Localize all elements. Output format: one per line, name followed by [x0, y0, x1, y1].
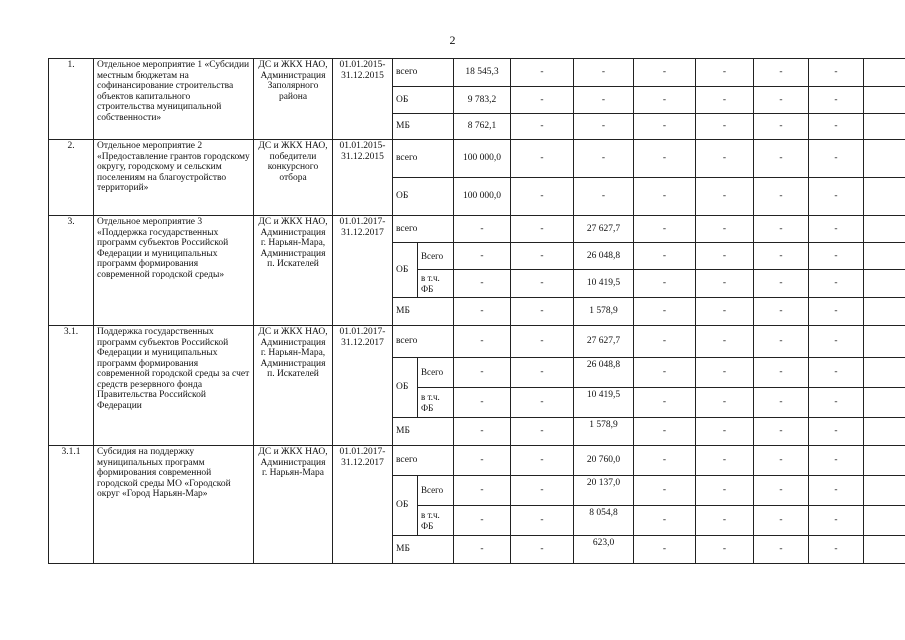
funding-value: -: [809, 358, 864, 388]
funding-value: -: [696, 358, 754, 388]
funding-value: -: [754, 59, 809, 87]
funding-value: -: [809, 140, 864, 178]
funding-value: -: [754, 114, 809, 140]
funding-value: -: [696, 506, 754, 536]
funding-value: -: [809, 298, 864, 326]
funding-value: -: [809, 506, 864, 536]
funding-value-empty: [864, 358, 905, 388]
funding-value: -: [574, 87, 634, 114]
row-number: 3.: [49, 216, 94, 326]
funding-value: -: [454, 418, 511, 446]
funding-value: -: [634, 506, 696, 536]
funding-value: -: [754, 388, 809, 418]
table-row: [49, 140, 905, 178]
row-number: 3.1.: [49, 326, 94, 446]
funding-value: -: [511, 270, 574, 298]
period: 01.01.2015-31.12.2015: [333, 59, 393, 140]
row-number: 1.: [49, 59, 94, 140]
funding-value: -: [454, 216, 511, 243]
funding-value-empty: [864, 59, 905, 87]
funding-value: -: [754, 178, 809, 216]
funding-value: -: [754, 476, 809, 506]
funding-value: 27 627,7: [574, 216, 634, 243]
executor: ДС и ЖКХ НАО, победители конкурсного отбора: [254, 140, 333, 216]
funding-value: -: [809, 388, 864, 418]
funding-value: -: [696, 326, 754, 358]
funding-source: МБ: [393, 114, 454, 140]
funding-value: 100 000,0: [454, 140, 511, 178]
funding-value: -: [511, 418, 574, 446]
funding-source: МБ: [393, 298, 454, 326]
funding-value: -: [511, 446, 574, 476]
funding-value: 10 419,5: [574, 388, 634, 418]
funding-subsource: Всего: [418, 476, 454, 506]
funding-source: ОБ: [393, 87, 454, 114]
funding-value-empty: [864, 388, 905, 418]
funding-value: -: [454, 536, 511, 564]
funding-value: -: [809, 270, 864, 298]
funding-value: -: [634, 476, 696, 506]
funding-value: -: [809, 446, 864, 476]
funding-source-group: ОБ: [393, 358, 418, 418]
funding-value: -: [511, 358, 574, 388]
funding-value: -: [634, 358, 696, 388]
funding-value: -: [754, 298, 809, 326]
funding-value: 26 048,8: [574, 243, 634, 270]
funding-value: -: [634, 388, 696, 418]
program-activities-table: [48, 58, 905, 564]
funding-value: -: [754, 358, 809, 388]
funding-value: -: [754, 446, 809, 476]
funding-value: -: [511, 388, 574, 418]
funding-value: -: [696, 216, 754, 243]
funding-value: 27 627,7: [574, 326, 634, 358]
funding-value: -: [634, 446, 696, 476]
funding-value: -: [754, 506, 809, 536]
funding-value-empty: [864, 418, 905, 446]
funding-value: -: [696, 243, 754, 270]
funding-value: -: [454, 298, 511, 326]
period: 01.01.2017-31.12.2017: [333, 216, 393, 326]
funding-value: -: [754, 536, 809, 564]
funding-subsource: в т.ч. ФБ: [418, 506, 454, 536]
funding-value: -: [809, 216, 864, 243]
funding-value-empty: [864, 216, 905, 243]
funding-value: -: [696, 388, 754, 418]
funding-value: -: [696, 446, 754, 476]
funding-value: 1 578,9: [574, 298, 634, 326]
page-number: 2: [449, 33, 456, 47]
funding-source: МБ: [393, 536, 454, 564]
funding-value: -: [511, 326, 574, 358]
funding-value: -: [754, 326, 809, 358]
activity-title: Субсидия на поддержку муниципальных программ формирования современной городской среды МО «Городской округ «Город Нарьян-Мар»: [94, 446, 254, 564]
funding-value: -: [574, 59, 634, 87]
funding-value: -: [511, 298, 574, 326]
funding-value: -: [809, 536, 864, 564]
funding-value: -: [574, 140, 634, 178]
funding-source-group: ОБ: [393, 476, 418, 536]
funding-value-empty: [864, 140, 905, 178]
funding-value: -: [696, 476, 754, 506]
funding-value: -: [511, 476, 574, 506]
funding-value: -: [634, 114, 696, 140]
funding-value: -: [634, 140, 696, 178]
funding-value-empty: [864, 326, 905, 358]
funding-source: всего: [393, 326, 454, 358]
funding-value: -: [634, 270, 696, 298]
funding-value: -: [809, 59, 864, 87]
funding-value: -: [696, 140, 754, 178]
funding-value: -: [574, 178, 634, 216]
funding-value: -: [454, 243, 511, 270]
funding-value: 623,0: [574, 536, 634, 564]
funding-value: -: [809, 243, 864, 270]
funding-value: -: [696, 114, 754, 140]
executor: ДС и ЖКХ НАО, Администрация г. Нарьян-Мара, Администрация п. Искателей: [254, 216, 333, 326]
executor: ДС и ЖКХ НАО, Администрация Заполярного района: [254, 59, 333, 140]
funding-value: -: [696, 59, 754, 87]
activity-title: Поддержка государственных программ субъектов Российской Федерации и муниципальных программ формирования современной городской среды за счет средств резервного фонда Правительства Российской Федерации: [94, 326, 254, 446]
funding-source-group: ОБ: [393, 243, 418, 298]
funding-value: 100 000,0: [454, 178, 511, 216]
funding-value: -: [634, 243, 696, 270]
funding-value: -: [696, 87, 754, 114]
funding-value: -: [634, 298, 696, 326]
funding-source: всего: [393, 140, 454, 178]
table-row: [49, 446, 905, 476]
funding-value: -: [634, 216, 696, 243]
funding-value: -: [809, 114, 864, 140]
period: 01.01.2015-31.12.2015: [333, 140, 393, 216]
funding-value: -: [696, 178, 754, 216]
funding-value: -: [696, 536, 754, 564]
activity-title: Отдельное мероприятие 3 «Поддержка государственных программ субъектов Российской Федерации и муниципальных программ формирования современной городской среды»: [94, 216, 254, 326]
funding-value: -: [754, 140, 809, 178]
funding-subsource: Всего: [418, 243, 454, 270]
funding-value: -: [754, 243, 809, 270]
funding-value: -: [454, 446, 511, 476]
funding-value: -: [511, 87, 574, 114]
funding-value: 26 048,8: [574, 358, 634, 388]
executor: ДС и ЖКХ НАО, Администрация г. Нарьян-Мара, Администрация п. Искателей: [254, 326, 333, 446]
funding-value: -: [696, 298, 754, 326]
funding-value: -: [454, 358, 511, 388]
funding-value: -: [634, 178, 696, 216]
funding-source: всего: [393, 59, 454, 87]
funding-value: -: [754, 418, 809, 446]
funding-subsource: в т.ч. ФБ: [418, 388, 454, 418]
funding-value-empty: [864, 243, 905, 270]
funding-value-empty: [864, 270, 905, 298]
funding-value-empty: [864, 114, 905, 140]
funding-value-empty: [864, 178, 905, 216]
funding-value: -: [809, 87, 864, 114]
table-row: [49, 216, 905, 243]
funding-value: -: [511, 140, 574, 178]
funding-source: всего: [393, 216, 454, 243]
period: 01.01.2017-31.12.2017: [333, 446, 393, 564]
funding-value: -: [634, 326, 696, 358]
funding-value-empty: [864, 446, 905, 476]
funding-value: -: [454, 388, 511, 418]
funding-subsource: в т.ч. ФБ: [418, 270, 454, 298]
funding-value: -: [511, 216, 574, 243]
funding-subsource: Всего: [418, 358, 454, 388]
funding-value: -: [809, 418, 864, 446]
funding-value-empty: [864, 536, 905, 564]
funding-value: -: [754, 216, 809, 243]
funding-value: -: [809, 476, 864, 506]
funding-value: 1 578,9: [574, 418, 634, 446]
funding-value: 9 783,2: [454, 87, 511, 114]
funding-value: -: [634, 87, 696, 114]
table-row: [49, 59, 905, 87]
funding-value-empty: [864, 87, 905, 114]
funding-value-empty: [864, 506, 905, 536]
funding-value: -: [754, 270, 809, 298]
row-number: 3.1.1: [49, 446, 94, 564]
funding-value: 10 419,5: [574, 270, 634, 298]
table-row: [49, 326, 905, 358]
activity-title: Отдельное мероприятие 1 «Субсидии местным бюджетам на софинансирование строительства объектов капитального строительства муниципальной собственности»: [94, 59, 254, 140]
activity-title: Отдельное мероприятие 2 «Предоставление грантов городскому округу, городскому и сельским поселениям на благоустройство территорий»: [94, 140, 254, 216]
funding-source: ОБ: [393, 178, 454, 216]
funding-value: -: [511, 506, 574, 536]
funding-value-empty: [864, 298, 905, 326]
funding-value: -: [809, 178, 864, 216]
funding-value: -: [511, 243, 574, 270]
funding-value: 18 545,3: [454, 59, 511, 87]
executor: ДС и ЖКХ НАО, Администрация г. Нарьян-Мара: [254, 446, 333, 564]
funding-value: -: [511, 59, 574, 87]
funding-value-empty: [864, 476, 905, 506]
funding-value: -: [454, 270, 511, 298]
funding-value: -: [634, 59, 696, 87]
funding-value: -: [634, 536, 696, 564]
funding-value: -: [511, 178, 574, 216]
funding-value: -: [634, 418, 696, 446]
funding-value: -: [809, 326, 864, 358]
funding-value: -: [454, 506, 511, 536]
funding-value: 20 760,0: [574, 446, 634, 476]
funding-source: всего: [393, 446, 454, 476]
row-number: 2.: [49, 140, 94, 216]
funding-value: 20 137,0: [574, 476, 634, 506]
funding-value: -: [696, 418, 754, 446]
funding-value: 8 762,1: [454, 114, 511, 140]
period: 01.01.2017-31.12.2017: [333, 326, 393, 446]
funding-source: МБ: [393, 418, 454, 446]
funding-value: -: [511, 114, 574, 140]
funding-value: -: [574, 114, 634, 140]
funding-value: -: [454, 326, 511, 358]
funding-value: -: [754, 87, 809, 114]
funding-value: -: [511, 536, 574, 564]
funding-value: 8 054,8: [574, 506, 634, 536]
funding-value: -: [454, 476, 511, 506]
funding-value: -: [696, 270, 754, 298]
